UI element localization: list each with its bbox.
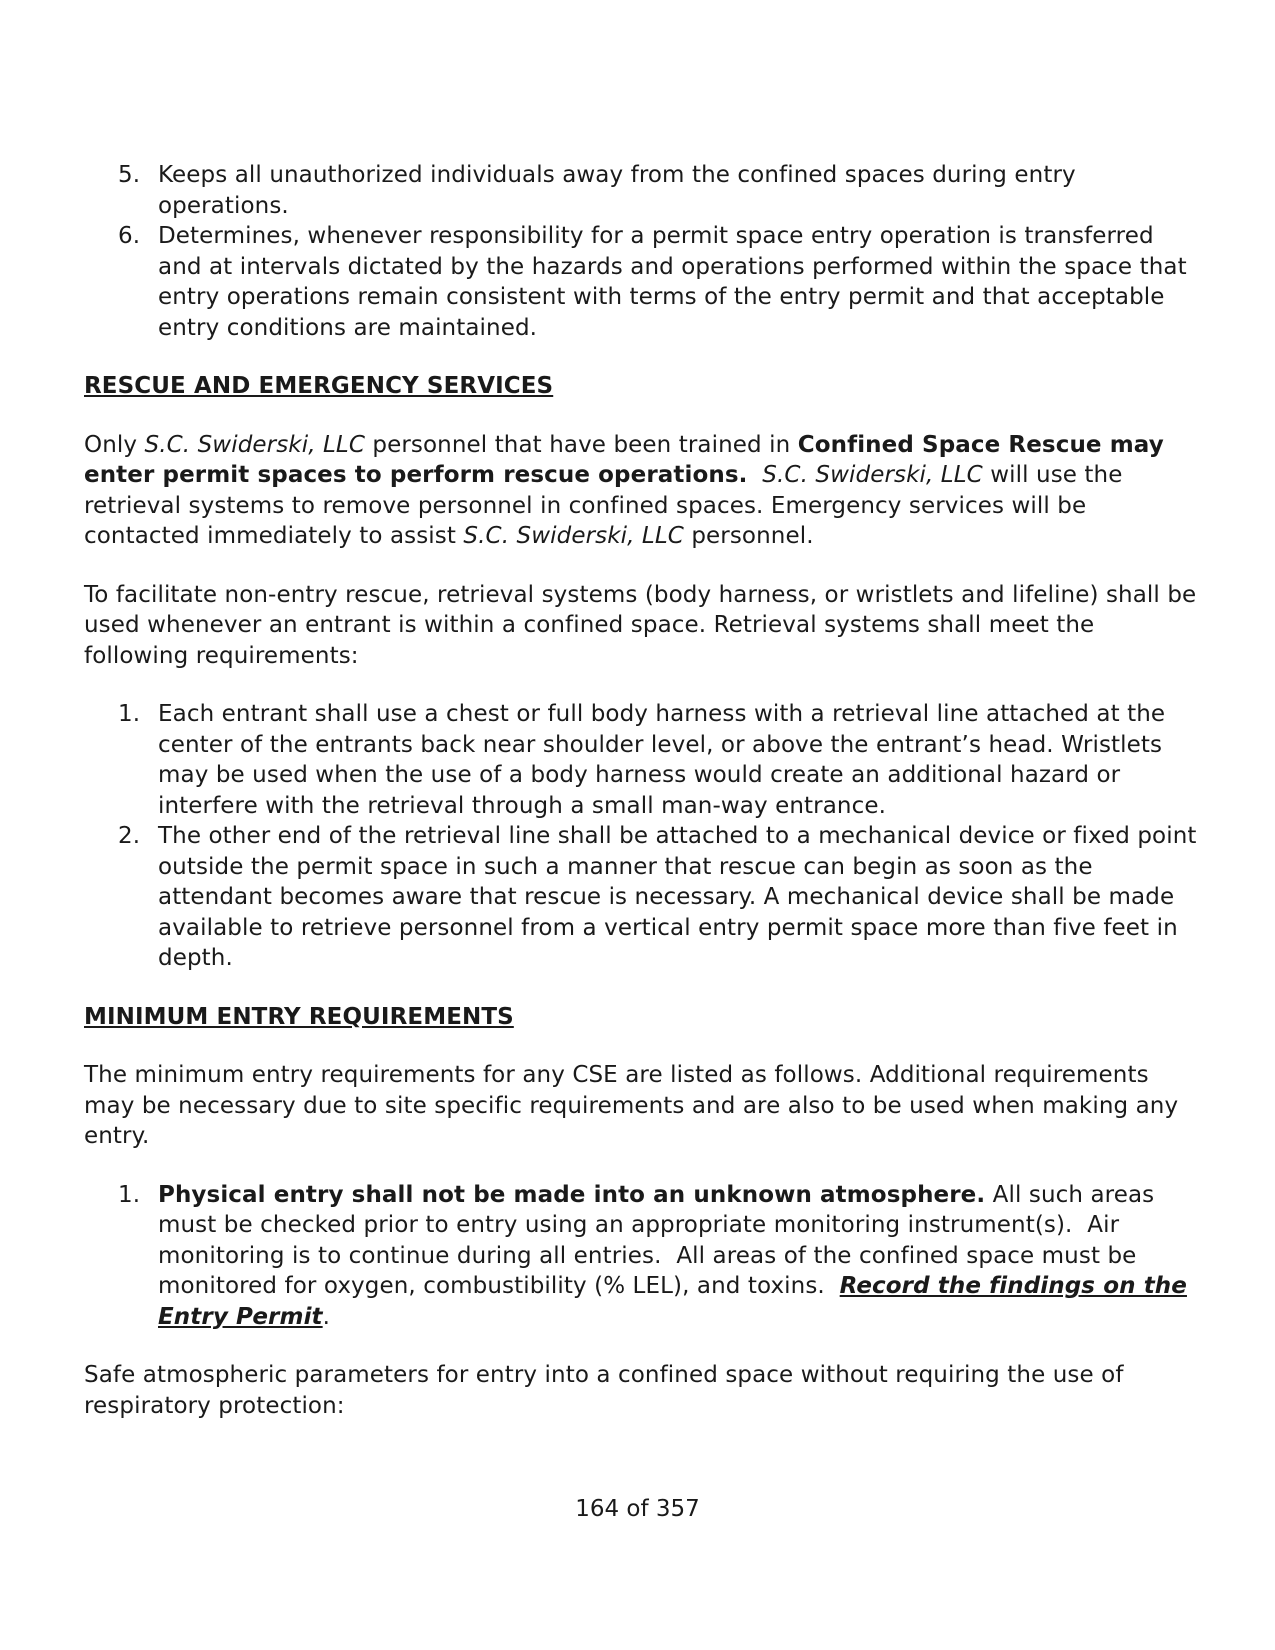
retrieval-paragraph: To facilitate non-entry rescue, retrieval systems (body harness, or wristlets and lifeline) shall be used whenever an entrant is within a confined space. Retrieval systems shall meet the following requirements: bbox=[84, 581, 1197, 669]
list-item bbox=[84, 699, 1204, 821]
list-number: 6. bbox=[118, 223, 141, 249]
list-item-text: The other end of the retrieval line shall be attached to a mechanical device or fixed point outside the permit space in such a manner that rescue can begin as soon as the attendant becomes aware that rescue is necessary. A mechanical device shall be made available to retrieve personnel from a vertical entry permit space more than five feet in depth. bbox=[158, 823, 1197, 971]
company-name: S.C. Swiderski, LLC bbox=[144, 431, 366, 458]
safe-parameters-paragraph: Safe atmospheric parameters for entry into a confined space without requiring the use of respiratory protection: bbox=[84, 1362, 1124, 1419]
list-item-text: Keeps all unauthorized individuals away from the confined spaces during entry operations. bbox=[158, 162, 1076, 219]
list-number: 1. bbox=[118, 1181, 141, 1208]
list-item-text: Physical entry shall not be made into an unknown atmosphere. All such areas must be checked prior to entry using an appropriate monitoring instrument(s). Air monitoring is to continue during all entries. All areas of the confined space must be monitored for oxygen, combustibility (% LEL), and toxins. Record the findings on the Entry Permit. bbox=[158, 1181, 1187, 1330]
rescue-emphasis: Confined Space Rescue may enter permit spaces to perform rescue operations. bbox=[84, 431, 1164, 488]
atmosphere-warning: Physical entry shall not be made into an unknown atmosphere. bbox=[158, 1181, 986, 1208]
retrieval-list bbox=[84, 699, 1204, 974]
list-item bbox=[84, 221, 1204, 343]
section-heading-minimum-entry: MINIMUM ENTRY REQUIREMENTS bbox=[84, 1003, 514, 1030]
record-findings-note: Record the findings on the Entry Permit bbox=[158, 1273, 1187, 1330]
list-item bbox=[84, 160, 1204, 221]
responsibilities-list bbox=[84, 160, 1204, 343]
rescue-paragraph: Only S.C. Swiderski, LLC personnel that have been trained in Confined Space Rescue may enter permit spaces to perform rescue operations. S.C. Swiderski, LLC will use the retrieval systems to remove personnel in confined spaces. Emergency services will be contacted immediately to assist S.C. Swiderski, LLC personnel. bbox=[84, 431, 1164, 549]
list-number: 5. bbox=[118, 162, 141, 188]
section-heading-rescue: RESCUE AND EMERGENCY SERVICES bbox=[84, 373, 554, 399]
list-item bbox=[84, 821, 1204, 974]
list-number: 2. bbox=[118, 823, 141, 849]
page-number: 164 of 357 bbox=[575, 1496, 700, 1522]
list-item-text: Determines, whenever responsibility for a permit space entry operation is transferred and at intervals dictated by the hazards and operations performed within the space that entry operations remain consistent with terms of the entry permit and that acceptable entry conditions are maintained. bbox=[158, 223, 1187, 341]
minimum-paragraph: The minimum entry requirements for any CSE are listed as follows. Additional requirements may be necessary due to site specific requirements and are also to be used when making any entry. bbox=[84, 1062, 1179, 1149]
minimum-list bbox=[84, 1180, 1204, 1333]
company-name: S.C. Swiderski, LLC bbox=[463, 523, 684, 549]
list-item bbox=[84, 1180, 1204, 1333]
document-page bbox=[84, 160, 1204, 1421]
company-name: S.C. Swiderski, LLC bbox=[762, 462, 983, 488]
list-number: 1. bbox=[118, 701, 141, 727]
list-item-text: Each entrant shall use a chest or full body harness with a retrieval line attached at the center of the entrants back near shoulder level, or above the entrant’s head. Wristlets may be used when the use of a body harness would create an additional hazard or interfere with the retrieval through a small man-way entrance. bbox=[158, 701, 1166, 819]
